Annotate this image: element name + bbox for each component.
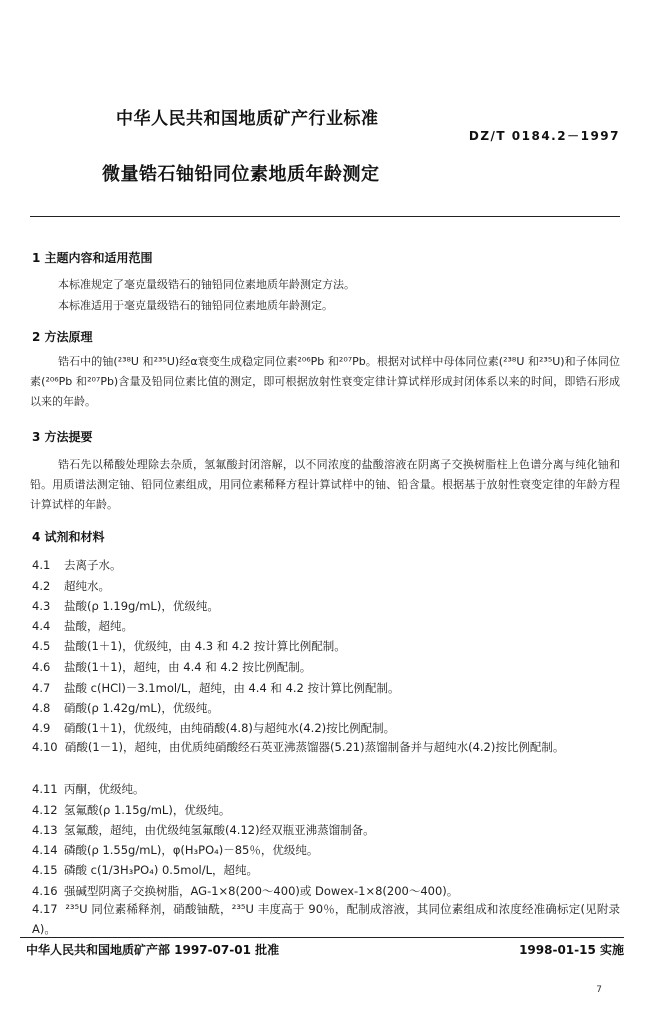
section-2-heading: 2 方法原理 — [32, 330, 93, 344]
item-text: 盐酸 c(HCl)－3.1mol/L，超纯，由 4.4 和 4.2 按计算比例配制。 — [64, 681, 400, 695]
item-number: 4.4 — [32, 619, 51, 633]
list-item — [32, 598, 219, 614]
item-text: 盐酸(ρ 1.19g/mL)，优级纯。 — [64, 599, 219, 613]
item-number: 4.14 — [32, 843, 58, 857]
item-number: 4.11 — [32, 782, 58, 796]
item-text: 硝酸(1＋1)，优级纯，由纯硝酸(4.8)与超纯水(4.2)按比例配制。 — [64, 721, 396, 735]
footer-divider — [20, 937, 624, 938]
item-text: 去离子水。 — [64, 558, 122, 572]
section-2-paragraph: 锆石中的铀(²³⁸U 和²³⁵U)经α衰变生成稳定同位素²⁰⁶Pb 和²⁰⁷Pb。根据对试样中母体同位素(²³⁸U 和²³⁵U)和子体同位素(²⁰⁶Pb 和²⁰⁷Pb)含量及铅同位素比值的测定，即可根据放射性衰变定律计算试样形成封闭体系以来的时间，即锆石形成以来的年龄。 — [30, 355, 620, 408]
item-number: 4.7 — [32, 681, 51, 695]
item-number: 4.2 — [32, 579, 51, 593]
document-title: 微量锆石铀铅同位素地质年龄测定 — [102, 164, 380, 185]
effective-date: 1998-01-15 实施 — [519, 943, 624, 957]
item-text: 硝酸(ρ 1.42g/mL)，优级纯。 — [64, 701, 219, 715]
item-text: 盐酸(1＋1)，优级纯，由 4.3 和 4.2 按计算比例配制。 — [64, 639, 346, 653]
header-divider — [30, 216, 620, 217]
section-1-paragraph-2: 本标准适用于毫克量级锆石的铀铅同位素地质年龄测定。 — [58, 299, 333, 312]
section-1-heading: 1 主题内容和适用范围 — [32, 251, 153, 265]
item-number: 4.10 — [32, 740, 58, 754]
list-item — [32, 737, 620, 757]
section-3-heading: 3 方法提要 — [32, 430, 93, 444]
list-item — [32, 680, 400, 696]
item-text: 磷酸 c(1/3H₃PO₄) 0.5mol/L，超纯。 — [64, 863, 258, 877]
list-item — [32, 720, 395, 736]
standard-code: DZ/T 0184.2－1997 — [468, 129, 620, 143]
list-item — [32, 781, 145, 797]
list-item — [32, 638, 346, 654]
item-text: 盐酸(1＋1)，超纯，由 4.4 和 4.2 按比例配制。 — [64, 660, 312, 674]
approval-notice: 中华人民共和国地质矿产部 1997-07-01 批准 — [26, 943, 280, 957]
list-item — [32, 899, 620, 939]
list-item — [32, 659, 311, 675]
organization-title: 中华人民共和国地质矿产行业标准 — [116, 109, 379, 129]
item-number: 4.16 — [32, 884, 58, 898]
section-3-paragraph: 锆石先以稀酸处理除去杂质，氢氟酸封闭溶解，以不同浓度的盐酸溶液在阴离子交换树脂柱上色谱分离与纯化铀和铅。用质谱法测定铀、铅同位素组成，用同位素稀释方程计算试样中的铀、铅含量。根据基于放射性衰变定律的年龄方程计算试样的年龄。 — [30, 458, 620, 511]
list-item — [32, 822, 375, 838]
item-number: 4.12 — [32, 803, 58, 817]
list-item — [32, 883, 458, 899]
item-text: 超纯水。 — [64, 579, 110, 593]
item-number: 4.17 — [32, 902, 58, 916]
list-item — [32, 618, 133, 634]
item-text: 强碱型阴离子交换树脂，AG-1×8(200～400)或 Dowex-1×8(200～400)。 — [64, 884, 459, 898]
item-number: 4.3 — [32, 599, 51, 613]
item-number: 4.8 — [32, 701, 51, 715]
item-number: 4.1 — [32, 558, 51, 572]
list-item — [32, 842, 318, 858]
item-text: 硝酸(1－1)，超纯，由优质纯硝酸经石英亚沸蒸馏器(5.21)蒸馏制备并与超纯水(4.2)按比例配制。 — [64, 740, 565, 754]
item-number: 4.5 — [32, 639, 51, 653]
item-text: 丙酮，优级纯。 — [64, 782, 145, 796]
section-1-paragraph-1: 本标准规定了毫克量级锆石的铀铅同位素地质年龄测定方法。 — [58, 278, 355, 291]
item-text: 氢氟酸(ρ 1.15g/mL)，优级纯。 — [64, 803, 231, 817]
item-number: 4.15 — [32, 863, 58, 877]
list-item — [32, 862, 258, 878]
list-item — [32, 802, 230, 818]
list-item — [32, 557, 122, 573]
item-text: 盐酸，超纯。 — [64, 619, 133, 633]
item-number: 4.13 — [32, 823, 58, 837]
list-item — [32, 578, 110, 594]
item-text: 磷酸(ρ 1.55g/mL)，φ(H₃PO₄)－85％，优级纯。 — [64, 843, 319, 857]
item-number: 4.6 — [32, 660, 51, 674]
item-text: ²³⁵U 同位素稀释剂，硝酸铀酰，²³⁵U 丰度高于 90％，配制成溶液，其同位素组成和浓度经准确标定(见附录 A)。 — [32, 902, 621, 936]
item-number: 4.9 — [32, 721, 51, 735]
page-number: 7 — [596, 985, 602, 995]
section-4-heading: 4 试剂和材料 — [32, 530, 105, 544]
item-text: 氢氟酸，超纯，由优级纯氢氟酸(4.12)经双瓶亚沸蒸馏制备。 — [64, 823, 375, 837]
list-item — [32, 700, 219, 716]
